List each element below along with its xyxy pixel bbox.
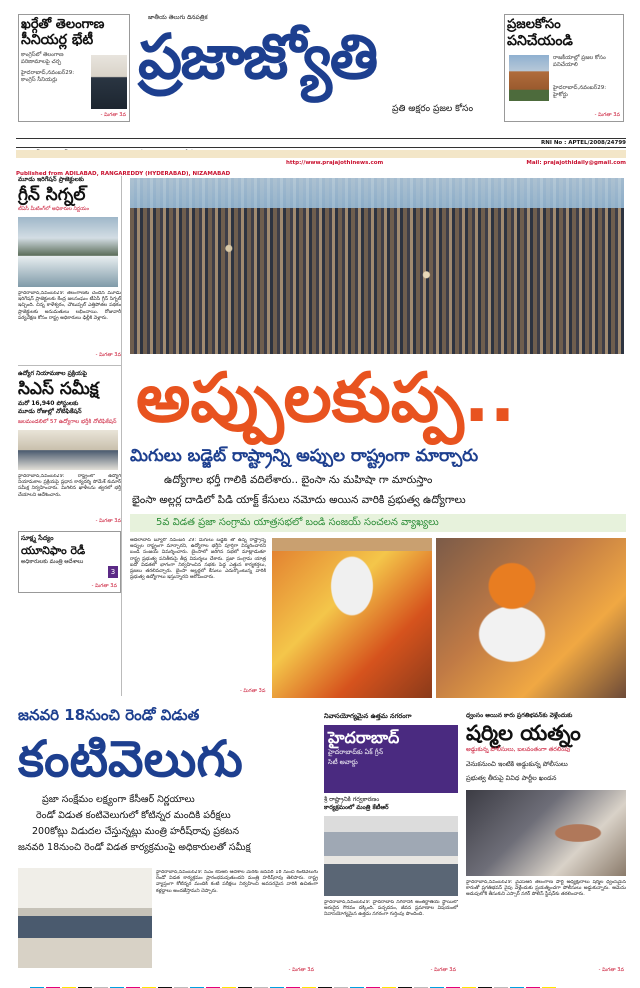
hyd-sub-3: శ్రీ రాష్ట్రానికి గర్వకారణం bbox=[324, 796, 380, 803]
kanti-sub-4: జనవరి 18నుంచి రెండో విడత కార్యక్రమంపై అధికారులతో సమీక్ష bbox=[18, 842, 251, 853]
story2-headline: సిఎస్ సమీక్ష bbox=[18, 379, 99, 399]
lead-photo-3 bbox=[436, 538, 626, 698]
bottom-center-story bbox=[324, 712, 458, 976]
hyd-kicker: నివాసయోగ్యమైన ఉత్తమ నగరంగా bbox=[324, 712, 412, 720]
hyd-more[interactable]: - మిగతా 3వ bbox=[430, 967, 456, 973]
story1-sub: టీఏసీ మీటింగ్‌లో అధికారుల నిర్ణయం bbox=[18, 206, 89, 212]
story1-kicker: మూడు ఇరిగేషన్ ప్రాజెక్టులకు bbox=[18, 176, 84, 183]
bottom-left-story bbox=[18, 706, 318, 976]
kanti-kicker: జనవరి 18నుంచి రెండో విడుత bbox=[18, 706, 200, 724]
sharmila-text: హైదరాబాద్,నవంబర్29: వైఎస్ఆర్ తెలంగాణ పార్టీ అధ్యక్షురాలు షర్మిల ధ్వంసమైన కారుతో ప్రగతిభవన్ వైపు వెళ్లేందుకు ప్రయత్నించగా పోలీసులు అడ్డుకున్నారు. ఆమెను అదుపులోకి తీసుకుని ఎస్సార్ నగర్ పోలీస్ స్టేషన్‌కు తరలించారు. bbox=[466, 880, 626, 898]
right-promo-headline-2: పనిచేయండి bbox=[507, 33, 573, 49]
lead-text: ఆదిలాబాద్ బ్యూరో నవంబర్ 29: మిగులు బడ్జెట్ తో ఉన్న రాష్ట్రాన్ని అప్పుల రాష్ట్రంగా మార్చారని, ఉద్యోగాల భర్తీని పూర్తిగా విస్మరించారని బండి సంజయ్ విమర్శించారు. బైంసాలో జరిగిన సభలో మాట్లాడుతూ రాష్ట్ర ప్రభుత్వ పనితీరుపై తీవ్ర విమర్శలు చేశారు. ప్రజా సంగ్రామ యాత్ర ఐదో విడతలో భాగంగా నిర్వహించిన సభకు పెద్ద ఎత్తున కార్యకర్తలు, ప్రజలు తరలివచ్చారు. బైంసా అల్లర్లలో కేసులు ఎదుర్కొంటున్న వారికి ప్రభుత్వ ఉద్యోగాలు ఇస్తున్నారని ఆరోపించారు. bbox=[130, 538, 266, 581]
story1-headline: గ్రీన్ సిగ్నల్ bbox=[18, 185, 86, 205]
sharmila-sub: అడ్డుకున్న పోలీసులు, బలవంతంగా తరలింపు bbox=[466, 746, 571, 753]
hyd-sub-2: సిటీ అవార్డు bbox=[328, 758, 358, 766]
lead-sub-1: మిగులు బడ్జెట్ రాష్ట్రాన్ని అప్పుల రాష్ట్రంగా మార్చారు bbox=[130, 446, 479, 466]
left-promo-photo bbox=[91, 55, 127, 109]
hyd-sub-4: కార్యక్రమంలో మంత్రి కేటీఆర్ bbox=[324, 804, 389, 811]
sharmila-more[interactable]: - మిగతా 3వ bbox=[598, 967, 624, 973]
registration-bar bbox=[30, 978, 620, 986]
masthead bbox=[0, 0, 640, 150]
story1-text: హైదరాబాద్,నవంబర్29: తెలంగాణకు చెందిన మూడు ఇరిగేషన్ ప్రాజెక్టులకు కేంద్ర జలసంఘం టీఏసీ గ్రీన్ సిగ్నల్ ఇచ్చింది. చిన్న కాళేశ్వరం, చౌటుప్పల్ ఎత్తిపోతల పథకం ప్రాజెక్టులకు అనుమతులు లభించాయి. రోజువారీ పర్యవేక్షణ కోసం రాష్ట్ర అధికారులు ఢిల్లీకి వెళ్లారు. bbox=[18, 291, 121, 321]
sharmila-photo bbox=[466, 790, 626, 876]
sharmila-bullet-1: వెనుకనుంచి ఇంటికి అడ్డుకున్న పోలీసులు bbox=[466, 760, 568, 768]
tagline-top: జాతీయ తెలుగు దినపత్రిక bbox=[148, 14, 208, 21]
hyd-headline: హైదరాబాద్ bbox=[328, 728, 400, 747]
left-promo[interactable] bbox=[18, 14, 130, 122]
story1-photo bbox=[18, 217, 118, 287]
hyd-text: హైదరాబాద్,నవంబర్29: హైదరాబాద్ నగరానికి అంతర్జాతీయ స్థాయిలో అరుదైన గౌరవం దక్కింది. పచ్చదనం, జీవన ప్రమాణాల విషయంలో నివాసయోగ్యమైన ఉత్తమ నగరంగా గుర్తింపు పొందింది. bbox=[324, 900, 458, 918]
paper-title: ప్రజాజ్యోతి bbox=[138, 20, 377, 93]
right-promo-headline-1: ప్రజలకోసం bbox=[507, 17, 561, 32]
story2-kicker: ఉద్యోగ నియామకాల ప్రక్రియపై bbox=[18, 370, 88, 377]
sharmila-kicker: ధ్వంసం అయిన కారు ప్రగతిభవన్‌కు వెళ్లేందుకు bbox=[466, 712, 573, 719]
left-promo-sub-1: కాంగ్రెస్‌లో తెలంగాణ పరిణామాలపై చర్చ bbox=[21, 52, 64, 65]
kanti-headline: కంటివెలుగు bbox=[18, 730, 243, 788]
story2-more[interactable]: - మిగతా 3వ bbox=[95, 518, 121, 524]
sharmila-headline: షర్మిల యత్నం bbox=[466, 721, 581, 745]
lead-photo-sky bbox=[130, 178, 624, 208]
website-link[interactable]: http://www.prajajothinews.com bbox=[286, 160, 384, 166]
kanti-more[interactable]: - మిగతా 3వ bbox=[288, 967, 314, 973]
story2-text: హైదరాబాద్,నవంబర్29: రాష్ట్రంలో ఉద్యోగ నియామకాల ప్రక్రియపై ప్రధాన కార్యదర్శి సోమేశ్ కుమార్ సమీక్ష నిర్వహించారు. మిగిలిన ఖాళీలను త్వరలో భర్తీ చేయాలని ఆదేశించారు. bbox=[18, 474, 121, 498]
right-promo[interactable] bbox=[504, 14, 624, 122]
left-promo-sub-2: హైదరాబాద్,నవంబర్29: కాంగ్రెస్ సీనియర్లు bbox=[21, 70, 75, 83]
story3-page-badge: 3 bbox=[108, 566, 118, 578]
story3-more[interactable]: - మిగతా 3వ bbox=[91, 583, 117, 589]
right-promo-more[interactable]: - మిగతా 3వ bbox=[594, 112, 620, 118]
kanti-sub-1: ప్రజా సంక్షేమం లక్ష్యంగా కేసీఆర్ నిర్ణయాలు bbox=[42, 794, 195, 805]
story3-sub: అధికారులకు మంత్రి ఆదేశాలు bbox=[21, 559, 84, 565]
lead-photo-2 bbox=[272, 538, 432, 698]
hyd-photo bbox=[324, 816, 458, 896]
lead-more[interactable]: - మిగతా 3వ bbox=[240, 688, 266, 694]
lead-banner-text: 5వ విడత ప్రజా సంగ్రామ యాత్రసభలో బండి సంజయ్ సంచలన వ్యాఖ్యలు bbox=[156, 517, 439, 528]
published-bar bbox=[16, 160, 626, 177]
story1-more[interactable]: - మిగతా 3వ bbox=[95, 352, 121, 358]
dateline-bar bbox=[16, 138, 626, 148]
left-promo-headline-2: సీనియర్ల భేటీ bbox=[21, 32, 94, 48]
kanti-sub-3: 200కోట్లు విడుదల చేస్తున్నట్లు మంత్రి హరీష్‌రావు ప్రకటన bbox=[32, 826, 240, 837]
story2-sub-2: మూడు రోజుల్లో నోటిఫికేషన్ bbox=[18, 408, 82, 415]
story2-sub-1: మరో 16,940 పోస్టులకు bbox=[18, 400, 79, 407]
left-promo-more[interactable]: - మిగతా 3వ bbox=[100, 112, 126, 118]
right-promo-sub-1: రాజకీయాల్లో ప్రజల కోసం పనిచేయాలి bbox=[553, 55, 606, 68]
story3-box[interactable] bbox=[18, 531, 121, 593]
kanti-photo bbox=[18, 868, 152, 968]
story3-headline-2: యూనిఫాం రెడీ bbox=[21, 544, 86, 557]
lead-banner bbox=[130, 514, 626, 532]
lead-sub-2: ఉద్యోగాల భర్తీ గాలికి వదిలేశారు.. బైంసా ను మహిషా గా మారుస్తాం bbox=[164, 474, 433, 486]
sharmila-bullet-2: ప్రభుత్వ తీరుపై వివిధ పార్టీల ఖండన bbox=[466, 774, 557, 782]
info-strip bbox=[16, 150, 626, 158]
bottom-right-story bbox=[466, 712, 626, 976]
lead-headline: అప్పులకుప్ప.. bbox=[136, 359, 516, 438]
mail-address[interactable]: Mail: prajajothidaily@gmail.com bbox=[526, 160, 626, 166]
slogan: ప్రతి అక్షరం ప్రజల కోసం bbox=[392, 104, 474, 114]
left-column bbox=[18, 176, 122, 696]
kanti-text: హైదరాబాద్,నవంబర్29: సీఎం కేసీఆర్ ఆదేశాల మేరకు జనవరి 18 నుంచి కంటివెలుగు రెండో విడత కార్యక్రమం ప్రారంభమవుతుందని మంత్రి హరీష్‌రావు తెలిపారు. రాష్ట్ర వ్యాప్తంగా కోటిన్నర మందికి కంటి పరీక్షలు నిర్వహించి అవసరమైన వారికి ఉచితంగా కళ్లద్దాలు అందజేస్తామని చెప్పారు. bbox=[156, 870, 318, 894]
story2-photo bbox=[18, 430, 118, 470]
left-promo-headline-1: ఖర్గేతో తెలంగాణ bbox=[21, 17, 105, 32]
lead-sub-3: భైంసా అల్లర్ల దాడిలో పిడి యాక్ట్ కేసులు నమోదు అయిన వారికి ప్రభుత్వ ఉద్యోగాలు bbox=[132, 494, 466, 506]
rni-number: RNI No : APTEL/2008/24799 bbox=[541, 140, 626, 146]
kanti-sub-2: రెండో విడుత కంటివెలుగులో కోటిన్నర మందికి పరీక్షలు bbox=[36, 810, 231, 821]
story2-sub-3: జలమండలిలో 57 ఉద్యోగాల భర్తీకి నోటిఫికేషన్ bbox=[18, 419, 117, 425]
hyd-box bbox=[324, 725, 458, 793]
story3-headline-1: సూక్ష్మ సేద్యం bbox=[21, 534, 54, 542]
published-from: Published from ADILABAD, RANGAREDDY (HYDERABAD), NIZAMABAD bbox=[16, 171, 231, 177]
right-promo-sub-2: హైదరాబాద్,నవంబర్29: హైకోర్టు bbox=[553, 85, 607, 98]
hyd-sub-1: హైదరాబాద్‌కు ఏక్ గ్రీన్ bbox=[328, 748, 384, 756]
right-promo-photo bbox=[509, 55, 549, 101]
